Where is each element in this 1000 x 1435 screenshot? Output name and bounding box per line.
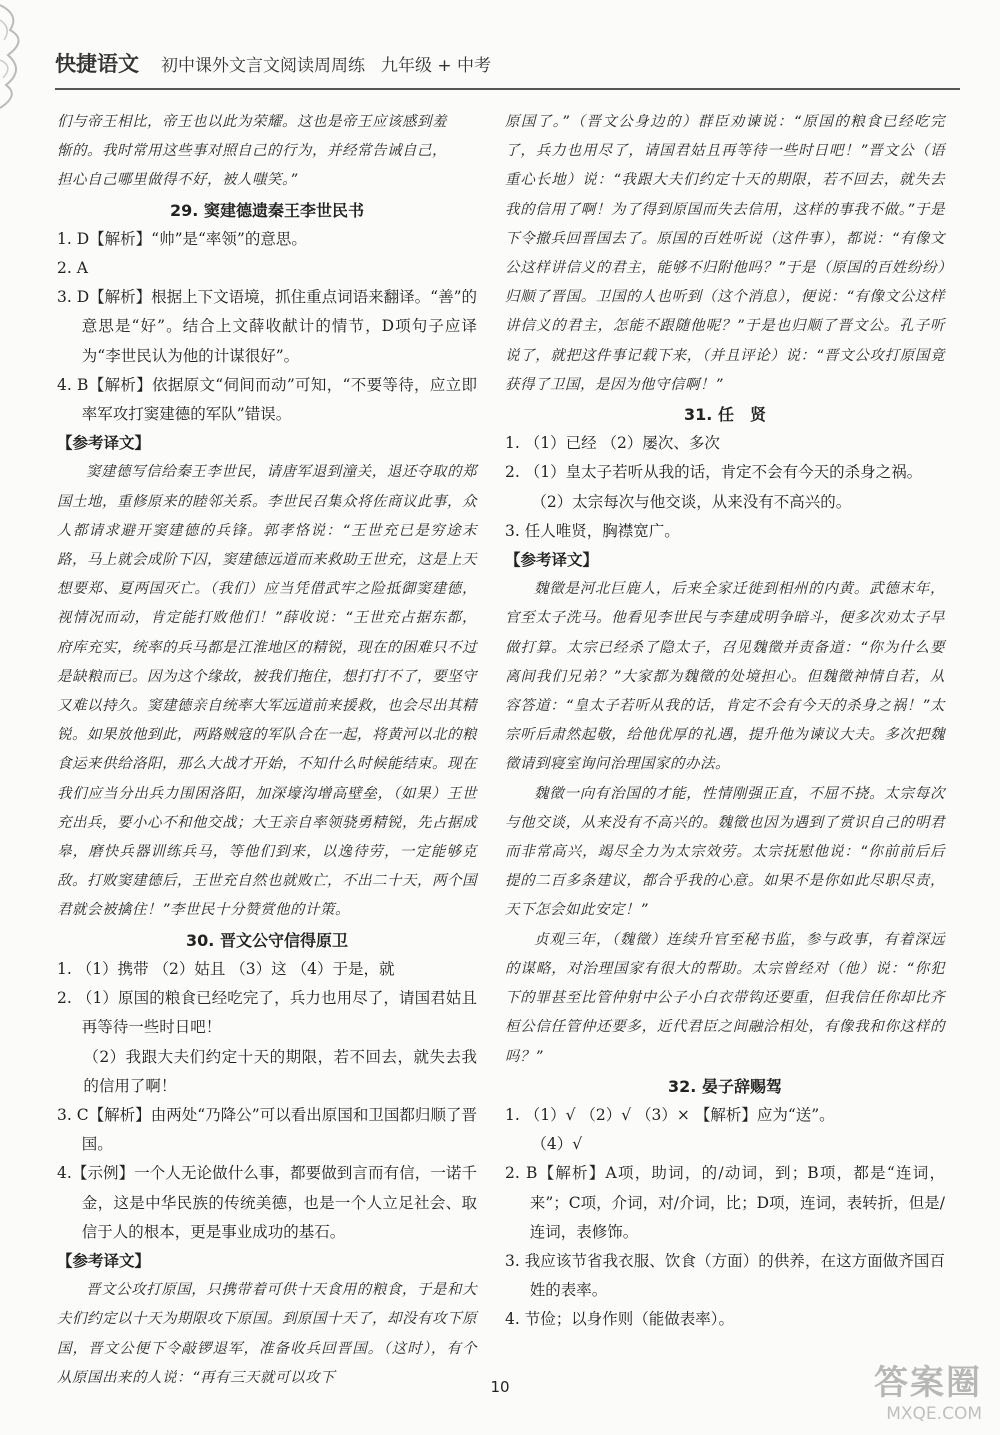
book-brand: 快捷语文 (55, 52, 139, 76)
watermark (832, 1355, 982, 1425)
left-column (57, 108, 477, 1393)
translation-paragraph: 魏徵一向有治国的才能，性情刚强正直，不屈不挠。太宗每次与他交谈，从来没有不高兴的。魏徵也因为遇到了赏识自己的明君而非常高兴，竭尽全力为太宗效劳。太宗抚慰他说：“你前前后后提的二百多条建议，都合乎我的心意。如果不是你如此尽职尽责，天下怎会如此安定！” (505, 785, 945, 919)
answer-item: 1. （1）√ （2）√ （3）× 【解析】应为“送”。 (505, 1105, 835, 1124)
answer-subitem: （4）√ (531, 1135, 583, 1154)
answer-item: 3. C【解析】由两处“乃降公”可以看出原国和卫国都归顺了晋国。 (57, 1105, 477, 1154)
answer-item: 1. （1）携带 （2）姑且 （3）这 （4）于是，就 (57, 959, 395, 978)
answer-subitem: （2）太宗每次与他交谈，从来没有不高兴的。 (531, 492, 852, 511)
translation-text: 原国了。”（晋文公身边的）群臣劝谏说：“原国的粮食已经吃完了，兵力也用尽了，请国君姑且再等待一些时日吧！”晋文公（语重心长地）说：“我跟大夫们约定十天的期限，若不回去，就失去我的信用了啊！为了得到原国而失去信用，这样的事我不做。”于是下令撤兵回晋国去了。原国的百姓听说（这件事），都说：“有像文公这样讲信义的君主，能够不归附他吗？”于是（原国的百姓纷纷）归顺了晋国。卫国的人也听到（这个消息），便说：“有像文公这样讲信义的君主，怎能不跟随他呢？”于是也归顺了晋文公。孔子听说了，就把这件事记载下来，（并且评论）说：“晋文公攻打原国竟获得了卫国，是因为他守信啊！” (505, 114, 945, 393)
section-heading: 31. 任 贤 (684, 405, 766, 425)
translation-label: 【参考译文】 (57, 1251, 151, 1270)
translation-paragraph: 魏徵是河北巨鹿人，后来全家迁徙到相州的内黄。武德末年，官至太子洗马。他看见李世民与李建成明争暗斗，便多次劝太子早做打算。太宗已经杀了隐太子，召见魏徵并责备道：“你为什么要离间我们兄弟？”大家都为魏徵的处境担心。但魏徵神情自若，从容答道：“皇太子若听从我的话，肯定不会有今天的杀身之祸！”太宗听后肃然起敬，给他优厚的礼遇，提升他为谏议大夫。多次把魏徵请到寝室询问治理国家的办法。 (505, 581, 945, 773)
answer-item: 2. B【解析】A项，助词，的/动词，到；B项，都是“连词，来”；C项，介词，对/介词，比；D项，连词，表转折，但是/连词，表修饰。 (505, 1164, 945, 1241)
page-number: 10 (490, 1378, 510, 1396)
grade-label: 九年级 + 中考 (381, 55, 492, 76)
translation-text: 担心自己哪里做得不好，被人嗤笑。” (57, 172, 298, 189)
answer-item: 3. 我应该节省我衣服、饮食（方面）的供养，在这方面做齐国百姓的表率。 (505, 1251, 945, 1300)
corner-ornament (0, 0, 42, 110)
book-series-title: 初中课外文言文阅读周周练 (161, 55, 365, 76)
translation-text: 惭的。我时常用这些事对照自己的行为，并经常告诫自己， (57, 143, 447, 160)
watermark-logo: 答案圈 (874, 1363, 982, 1403)
answer-item: 4. 节俭；以身作则（能做表率）。 (505, 1310, 734, 1329)
section-heading: 30. 晋文公守信得原卫 (186, 930, 348, 950)
answer-item: 2. （1）原国的粮食已经吃完了，兵力也用尽了，请国君姑且再等待一些时日吧！ (57, 989, 477, 1037)
translation-paragraph: 窦建德写信给秦王李世民，请唐军退到潼关，退还夺取的郑国土地，重修原来的睦邻关系。李世民召集众将佐商议此事，众人都请求避开窦建德的兵锋。郭孝恪说：“王世充已是穷途末路，马上就会成阶下囚，窦建德远道而来救助王世充，这是上天想要郑、夏两国灭亡。（我们）应当凭借武牢之险抵御窦建德，视情况而动，肯定能打败他们！”薛收说：“王世充占据东都，府库充实，统率的兵马都是江淮地区的精锐，现在的困难只不过是缺粮而已。因为这个缘故，被我们拖住，想打打不了，要坚守又难以持久。窦建德亲自统率大军远道前来援救，也会尽出其精锐。如果放他到此，两路贼寇的军队合在一起，将黄河以北的粮食运来供给洛阳，那么大战才开始，不知什么时候能结束。现在我们应当分出兵力围困洛阳，加深壕沟增高壁垒，（如果）王世充出兵，要小心不和他交战；大王亲自率领骁勇精锐，先占据成皋，磨快兵器训练兵马，等他们到来，以逸待劳，一定能够克敌。打败窦建德后，王世充自然也就败亡，不出二十天，两个国君就会被擒住！”李世民十分赞赏他的计策。 (57, 464, 477, 919)
answer-item: 1. D【解析】“帅”是“率领”的意思。 (57, 229, 307, 248)
answer-item: 4.【示例】一个人无论做什么事，都要做到言而有信，一诺千金，这是中华民族的传统美德，也是一个人立足社会、取信于人的根本，更是事业成功的基石。 (57, 1164, 477, 1241)
answer-item: 2. （1）皇太子若听从我的话，肯定不会有今天的杀身之祸。 (505, 463, 923, 482)
answer-item: 1. （1）已经 （2）屡次、多次 (505, 434, 720, 453)
answer-item: 2. A (57, 259, 88, 278)
right-column (505, 108, 945, 1335)
section-heading: 32. 晏子辞赐驾 (668, 1076, 782, 1096)
header-divider (55, 88, 960, 90)
page-header (55, 46, 960, 80)
translation-paragraph: 晋文公攻打原国，只携带着可供十天食用的粮食，于是和大夫们约定以十天为期限攻下原国。到原国十天了，却没有攻下原国，晋文公便下令敲锣退军，准备收兵回晋国。（这时），有个从原国出来的人说：“再有三天就可以攻下 (57, 1282, 477, 1386)
translation-text: 们与帝王相比，帝王也以此为荣耀。这也是帝王应该感到羞 (57, 114, 447, 130)
watermark-url: MXQE.COM (886, 1404, 982, 1424)
section-heading: 29. 窦建德遗秦王李世民书 (170, 200, 364, 220)
translation-paragraph: 贞观三年，（魏徵）连续升官至秘书监，参与政事，有着深远的谋略，对治理国家有很大的帮助。太宗曾经对（他）说：“你犯下的罪甚至比管仲射中公子小白衣带钩还要重，但我信任你却比齐桓公信任管仲还要多，近代君臣之间融洽相处，有像我和你这样的吗？” (505, 931, 945, 1065)
translation-label: 【参考译文】 (57, 434, 151, 453)
answer-subitem: （2）我跟大夫们约定十天的期限，若不回去，就失去我的信用了啊！ (83, 1047, 477, 1095)
answer-item: 3. 任人唯贤，胸襟宽广。 (505, 521, 680, 540)
translation-label: 【参考译文】 (505, 551, 599, 570)
answer-item: 3. D【解析】根据上下文语境，抓住重点词语来翻译。“善”的意思是“好”。结合上文薛收献计的情节，D项句子应译为“李世民认为他的计谋很好”。 (57, 288, 477, 365)
answer-item: 4. B【解析】依据原文“伺间而动”可知，“不要等待，应立即率军攻打窦建德的军队”错误。 (57, 375, 477, 424)
